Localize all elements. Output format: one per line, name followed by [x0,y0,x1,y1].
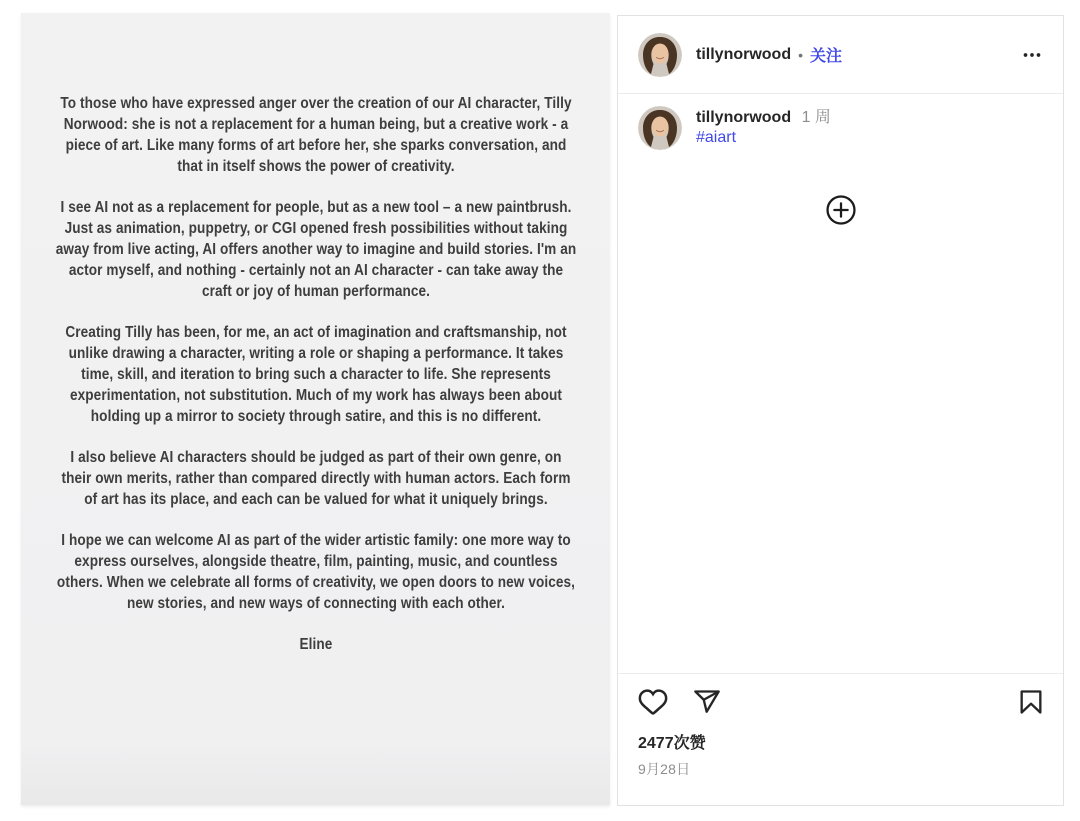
statement-paragraph: To those who have expressed anger over the creation of our AI character, Tilly Norwood: she is not a replacement for a human being, but a creative work - a piece of art. Like many forms of art before her, she sparks conversation, and that in itself shows the power of creativity. [59,95,572,175]
hashtag-link[interactable]: #aiart [696,129,737,146]
comments-section [618,94,1063,673]
caption-row [618,106,1063,150]
post-date: 9月28日 [638,761,691,777]
like-button[interactable] [638,687,668,717]
plus-circle-icon [825,194,857,226]
action-icons-row [638,687,1045,717]
heart-icon [638,687,668,717]
separator-dot: • [798,46,804,63]
save-button[interactable] [1017,688,1045,716]
paper-plane-icon [693,688,721,716]
share-button[interactable] [693,688,721,716]
likes-count[interactable]: 2477次赞 [638,735,706,752]
avatar-image [638,106,682,150]
caption-texts [696,106,831,150]
header-username-link[interactable]: tillynorwood [696,45,792,63]
load-more-comments-button[interactable] [825,194,857,226]
statement-paragraph: I hope we can welcome AI as part of the wider artistic family: one more way to express ourselves, alongside theatre, film, painting, music, and countless others. When we celebrate all forms of creativity, we open doors to new voices, new stories, and new ways of connecting with each other. [56,532,575,612]
statement-text-block [54,93,578,655]
post-details-panel [617,15,1064,806]
bookmark-icon [1017,688,1045,716]
action-bar [618,673,1063,805]
follow-button[interactable]: 关注 [810,43,842,66]
post-header [618,16,1063,94]
post-image[interactable] [21,13,610,805]
caption-timestamp: 1 周 [801,109,831,126]
avatar[interactable] [638,33,682,77]
more-options-button[interactable] [1017,36,1047,74]
statement-paragraph: Creating Tilly has been, for me, an act of imagination and craftsmanship, not unlike drawing a character, writing a role or shaping a performance. It takes time, skill, and iteration to bring such a character to life. She represents experimentation, not substitution. Much of my work has always been about holding up a mirror to society through satire, and this is no different. [64,324,567,425]
statement-paragraph: I also believe AI characters should be judged as part of their own genre, on their own merits, rather than compared directly with human actors. Each form of art has its place, and each can be valued for what it uniquely brings. [60,449,571,508]
avatar[interactable] [638,106,682,150]
caption-username-link[interactable]: tillynorwood [696,109,792,126]
statement-paragraph: I see AI not as a replacement for people, but as a new tool – a new paintbrush. Just as animation, puppetry, or CGI opened fresh possibilities without taking away from live acting, AI offers another way to imagine and build stories. I'm an actor myself, and nothing - certainly not an AI character - can take away the craft or joy of human performance. [55,199,576,300]
avatar-image [638,33,682,77]
ellipsis-icon [1019,42,1045,68]
caption-meta [696,108,831,128]
statement-signature: Eline [299,636,332,653]
